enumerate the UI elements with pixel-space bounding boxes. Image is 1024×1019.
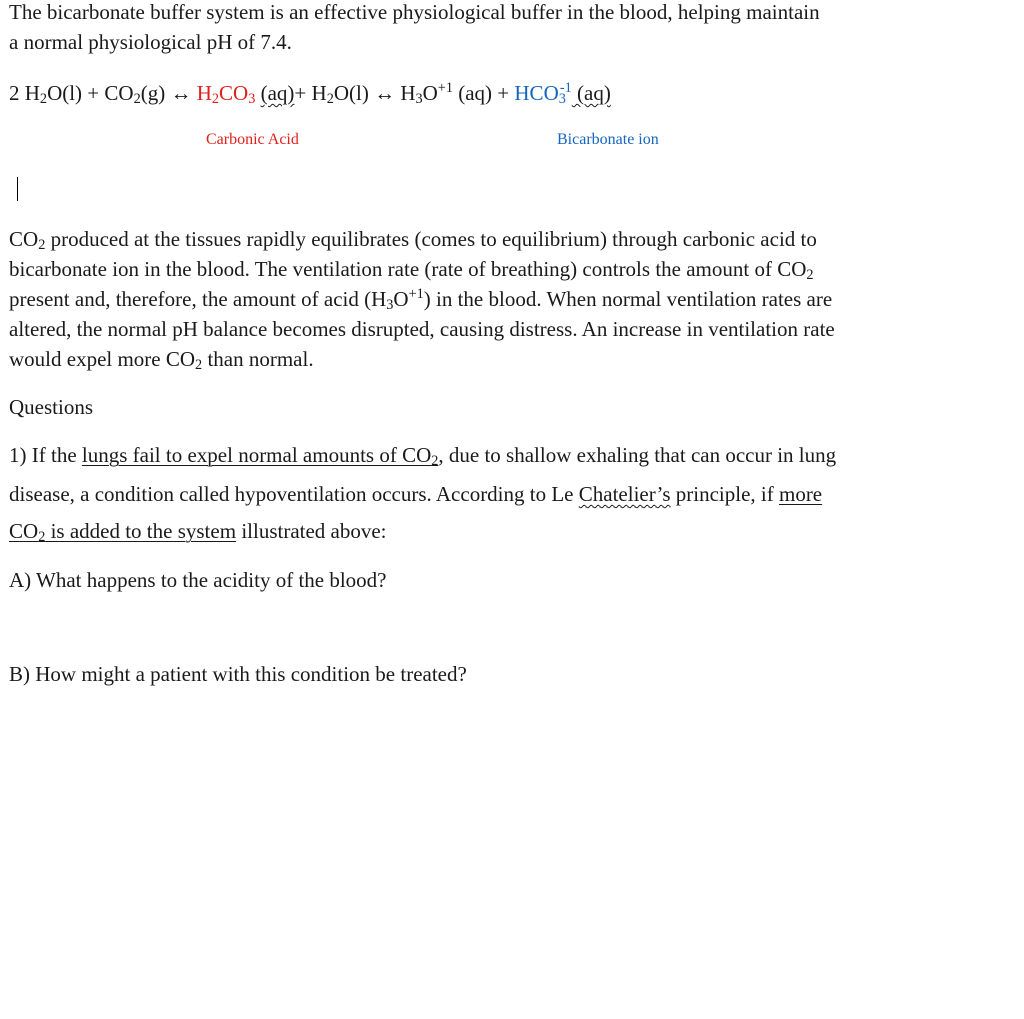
question-a: A) What happens to the acidity of the blood? <box>9 568 387 592</box>
question-1-line-2: disease, a condition called hypoventilation occurs. According to Le Chatelier’s principle, if more <box>9 482 823 506</box>
carbonic-acid-formula: $H_2CO_3$ <box>196 81 256 108</box>
eq-text: O(l) ↔ H <box>333 81 416 105</box>
paragraph-line-3: present and, therefore, the amount of acid $(H_3O^{+1})$ in the blood. When normal ventilation rates are <box>9 286 833 314</box>
paragraph-line-2: bicarbonate ion in the blood. The ventilation rate (rate of breathing) controls the amount of $CO_2$ <box>9 257 814 284</box>
eq-text: O(l) + CO <box>47 81 134 105</box>
question-1-line-1: 1) If the lungs fail to expel normal amounts of $CO_2$, due to shallow exhaling that can occur in lung <box>9 443 837 470</box>
paragraph-line-5: would expel more $CO_2$ than normal. <box>9 347 314 374</box>
eq-text: (g) ↔ <box>140 81 197 105</box>
question-b: B) How might a patient with this condition be treated? <box>9 662 467 686</box>
eq-text: + H <box>294 81 327 105</box>
intro-line-1: The bicarbonate buffer system is an effective physiological buffer in the blood, helping maintain <box>9 0 820 24</box>
bicarbonate-formula: $HCO_3^{-1}$ <box>514 80 572 108</box>
eq-aq: (aq) <box>260 81 295 105</box>
eq-sup: +1 <box>437 80 453 97</box>
paragraph-line-4: altered, the normal pH balance becomes disrupted, causing distress. An increase in ventilation rate <box>9 317 835 341</box>
eq-text: O <box>422 81 438 105</box>
eq-text: (aq) + <box>452 81 515 105</box>
chemical-equation <box>9 81 611 106</box>
questions-heading: Questions <box>9 395 93 419</box>
eq-sub: 2 <box>326 91 334 108</box>
eq-aq: (aq) <box>571 81 611 105</box>
eq-sub: 3 <box>415 91 423 108</box>
carbonic-acid-label: Carbonic Acid <box>206 131 299 148</box>
question-1-line-3: $CO_2$ is added to the system illustrated above: <box>9 519 387 546</box>
eq-sub: 2 <box>39 91 48 108</box>
eq-sub: 2 <box>133 91 141 108</box>
eq-text: 2 H <box>9 81 40 105</box>
bicarbonate-ion-label: Bicarbonate ion <box>557 131 659 148</box>
intro-line-2: a normal physiological pH of 7.4. <box>9 30 292 54</box>
text-cursor <box>17 177 18 201</box>
paragraph-line-1: $CO_2$ produced at the tissues rapidly equilibrates (comes to equilibrium) through carbonic acid to <box>9 227 817 254</box>
